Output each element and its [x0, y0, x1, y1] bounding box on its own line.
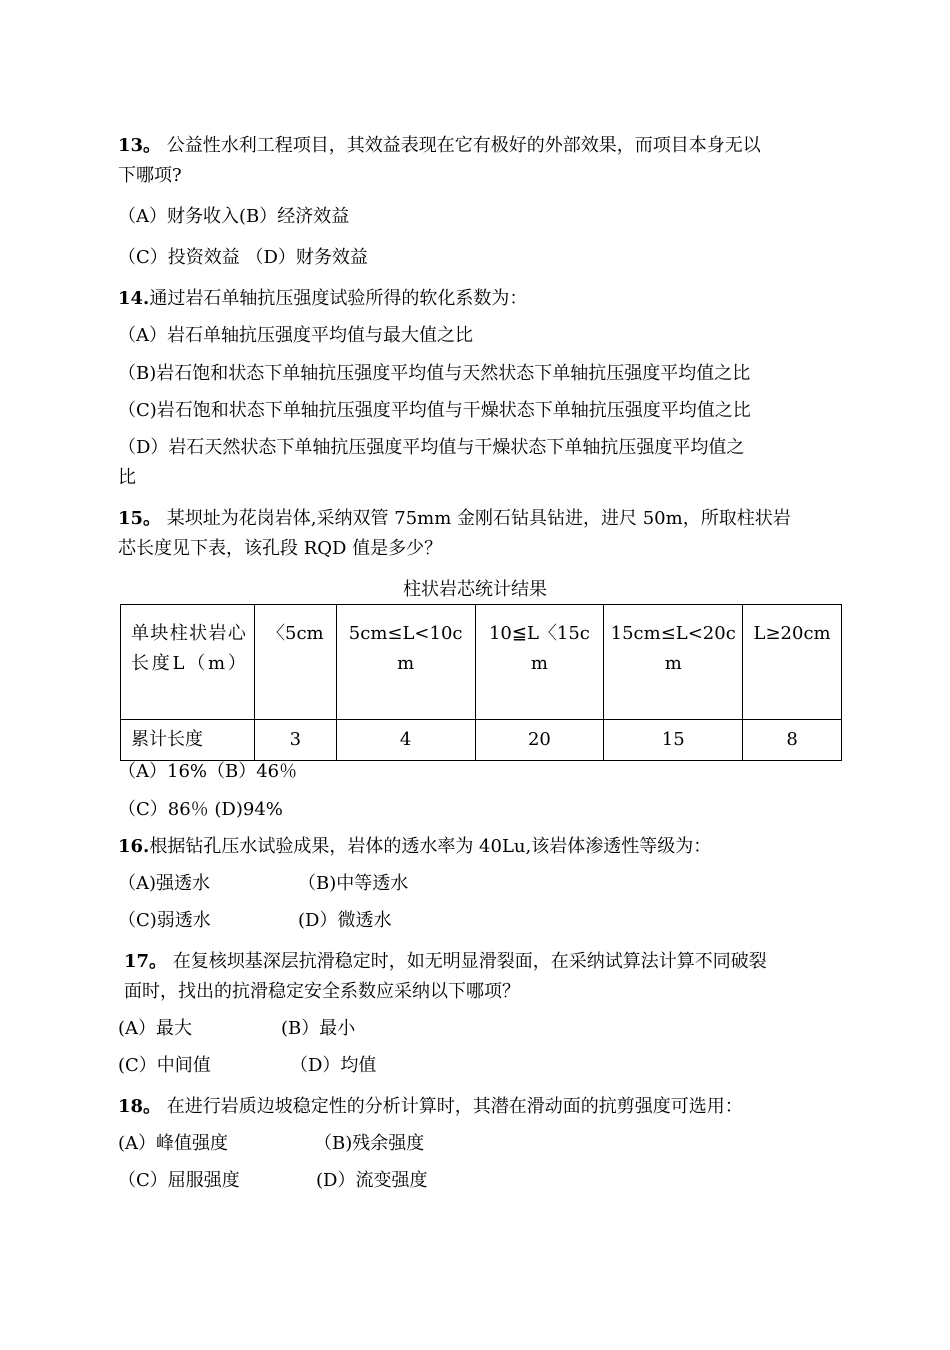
q16-number: 16. [118, 836, 150, 857]
q17-option-a: (A）最大 [118, 1018, 193, 1039]
q16-option-a: （A)强透水 [118, 873, 211, 894]
table-cell: 4 [336, 720, 475, 761]
table-header-cell: L≥20cm [743, 605, 842, 720]
q13-number: 13。 [118, 135, 162, 156]
q18-option-b: （B)残余强度 [314, 1133, 425, 1154]
q18-number: 18。 [118, 1096, 162, 1117]
q14-option-c: （C)岩石饱和状态下单轴抗压强度平均值与干燥状态下单轴抗压强度平均值之比 [118, 400, 751, 421]
table-header-cell: 5cm≤L<10cm [336, 605, 475, 720]
q15-text-line2: 芯长度见下表，该孔段 RQD 值是多少？ [118, 538, 443, 559]
table-header-cell: 〈5cm [254, 605, 336, 720]
table-caption: 柱状岩芯统计结果 [403, 579, 547, 600]
q15-number: 15。 [118, 508, 162, 529]
q15-option-c: （C）86％ (D)94% [118, 799, 283, 820]
q16-option-c: （C)弱透水 [118, 910, 211, 931]
table-cell: 3 [254, 720, 336, 761]
q14-option-d-line1: （D）岩石天然状态下单轴抗压强度平均值与干燥状态下单轴抗压强度平均值之 [118, 437, 745, 458]
q16-option-d: (D）微透水 [298, 910, 392, 931]
q14-stem [118, 287, 527, 311]
q18-option-d: (D）流变强度 [316, 1170, 428, 1191]
table-cell: 8 [743, 720, 842, 761]
q18-stem [118, 1095, 743, 1119]
table-cell: 15 [604, 720, 743, 761]
q15-text-line1: 某坝址为花岗岩体,采纳双管 75mm 金刚石钻具钻进，进尺 50m，所取柱状岩 [166, 508, 791, 529]
q17-text-line1: 在复核坝基深层抗滑稳定时，如无明显滑裂面，在采纳试算法计算不同破裂 [172, 951, 767, 972]
q18-option-a: (A）峰值强度 [118, 1133, 229, 1154]
q16-option-b: （B)中等透水 [298, 873, 409, 894]
q13-text-line1: 公益性水利工程项目，其效益表现在它有极好的外部效果，而项目本身无以 [166, 135, 761, 156]
q14-option-a: （A）岩石单轴抗压强度平均值与最大值之比 [118, 325, 473, 346]
table-cell: 20 [475, 720, 604, 761]
table-header-cell: 15cm≤L<20cm [604, 605, 743, 720]
q15-option-a: （A）16%（B）46％ [118, 761, 298, 782]
q14-number: 14. [118, 288, 150, 309]
q17-text-line2: 面时，找出的抗滑稳定安全系数应采纳以下哪项？ [124, 981, 520, 1002]
q15-stem-line1 [118, 507, 791, 531]
q14-option-d-line2: 比 [118, 467, 136, 488]
q17-stem-line1 [124, 950, 767, 974]
q17-option-c: (C）中间值 [118, 1055, 211, 1076]
q14-option-b: （B)岩石饱和状态下单轴抗压强度平均值与天然状态下单轴抗压强度平均值之比 [118, 363, 751, 384]
q18-option-c: （C）屈服强度 [118, 1170, 240, 1191]
q13-option-c: （C）投资效益 （D）财务效益 [118, 247, 368, 268]
table-row [121, 720, 842, 761]
table-header-cell: 单块柱状岩心长度L（m） [121, 605, 255, 720]
q13-stem-line1 [118, 134, 761, 158]
table-header-cell: 10≦L〈15cm [475, 605, 604, 720]
q17-option-d: （D）均值 [290, 1055, 377, 1076]
rqd-table [120, 604, 842, 761]
q14-text: 通过岩石单轴抗压强度试验所得的软化系数为： [149, 288, 528, 309]
q13-option-a: （A）财务收入(B）经济效益 [118, 206, 350, 227]
q13-text-line2: 下哪项? [118, 165, 182, 186]
q17-number: 17。 [124, 951, 168, 972]
table-cell: 累计长度 [121, 720, 255, 761]
q17-option-b: (B）最小 [281, 1018, 356, 1039]
q16-stem [118, 835, 711, 859]
q16-text: 根据钻孔压水试验成果，岩体的透水率为 40Lu,该岩体渗透性等级为： [149, 836, 712, 857]
q18-text: 在进行岩质边坡稳定性的分析计算时，其潜在滑动面的抗剪强度可选用： [166, 1096, 743, 1117]
table-header-row [121, 605, 842, 720]
